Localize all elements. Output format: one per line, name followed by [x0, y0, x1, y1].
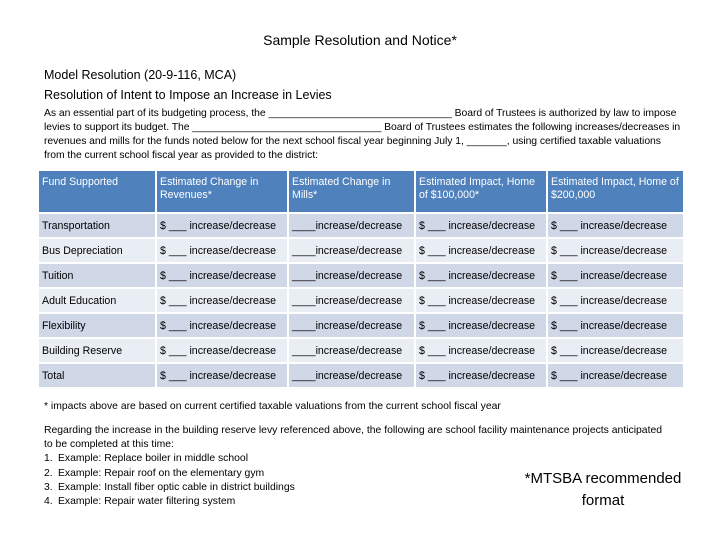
- list-number: 3.: [44, 481, 53, 493]
- mills-cell: ____increase/decrease: [288, 213, 415, 238]
- revenues-cell: $ ___ increase/decrease: [156, 213, 288, 238]
- table-row: [38, 338, 684, 363]
- mills-cell: ____increase/decrease: [288, 238, 415, 263]
- mills-cell: ____increase/decrease: [288, 288, 415, 313]
- mills-cell: ____increase/decrease: [288, 263, 415, 288]
- table-row: [38, 313, 684, 338]
- table-row: [38, 238, 684, 263]
- impact-100k-cell: $ ___ increase/decrease: [415, 288, 547, 313]
- model-resolution-heading: Model Resolution (20-9-116, MCA): [44, 68, 237, 82]
- impacts-footnote: * impacts above are based on current certified taxable valuations from the current school fiscal year: [44, 401, 501, 412]
- table-row: [38, 263, 684, 288]
- fund-cell: Building Reserve: [38, 338, 156, 363]
- fund-cell: Transportation: [38, 213, 156, 238]
- mills-cell: ____increase/decrease: [288, 363, 415, 388]
- table-row: [38, 288, 684, 313]
- header-change-mills: Estimated Change in Mills*: [288, 170, 415, 213]
- impact-100k-cell: $ ___ increase/decrease: [415, 263, 547, 288]
- table-row: [38, 363, 684, 388]
- document-title: Sample Resolution and Notice*: [263, 32, 457, 48]
- table-header-row: [38, 170, 684, 213]
- list-text: Example: Replace boiler in middle school: [58, 453, 249, 465]
- intro-paragraph: As an essential part of its budgeting process, the ________________________________ Board of Trustees is authorized by law to impose levies to support its budget. The _________________________________ Board of Trustees estimates the following increases/decreases in revenues and mills for the funds noted below for the next school fiscal year beginning July 1, _______, using certified taxable valuations from the current school fiscal year as provided to the district:: [44, 108, 681, 161]
- list-number: 4.: [44, 496, 53, 508]
- list-text: Example: Repair water filtering system: [58, 496, 236, 508]
- mtsba-format-note: *MTSBA recommended format: [524, 470, 682, 509]
- fund-cell: Bus Depreciation: [38, 238, 156, 263]
- levy-table: [38, 170, 684, 388]
- list-text: Example: Install fiber optic cable in district buildings: [58, 481, 295, 493]
- fund-cell: Adult Education: [38, 288, 156, 313]
- impact-200k-cell: $ ___ increase/decrease: [547, 288, 684, 313]
- revenues-cell: $ ___ increase/decrease: [156, 238, 288, 263]
- impact-200k-cell: $ ___ increase/decrease: [547, 313, 684, 338]
- projects-intro: Regarding the increase in the building reserve levy referenced above, the following are school facility maintenance projects anticipated to be completed at this time:: [44, 425, 663, 451]
- impact-200k-cell: $ ___ increase/decrease: [547, 363, 684, 388]
- header-impact-100k: Estimated Impact, Home of $100,000*: [415, 170, 547, 213]
- impact-200k-cell: $ ___ increase/decrease: [547, 263, 684, 288]
- revenues-cell: $ ___ increase/decrease: [156, 263, 288, 288]
- header-change-revenues: Estimated Change in Revenues*: [156, 170, 288, 213]
- impact-100k-cell: $ ___ increase/decrease: [415, 338, 547, 363]
- header-fund-supported: Fund Supported: [38, 170, 156, 213]
- list-number: 1.: [44, 453, 53, 465]
- mills-cell: ____increase/decrease: [288, 313, 415, 338]
- revenues-cell: $ ___ increase/decrease: [156, 363, 288, 388]
- resolution-intent-heading: Resolution of Intent to Impose an Increase in Levies: [44, 88, 332, 102]
- impact-100k-cell: $ ___ increase/decrease: [415, 238, 547, 263]
- mills-cell: ____increase/decrease: [288, 338, 415, 363]
- revenues-cell: $ ___ increase/decrease: [156, 313, 288, 338]
- impact-200k-cell: $ ___ increase/decrease: [547, 238, 684, 263]
- impact-100k-cell: $ ___ increase/decrease: [415, 213, 547, 238]
- revenues-cell: $ ___ increase/decrease: [156, 288, 288, 313]
- table-row: [38, 213, 684, 238]
- fund-cell: Total: [38, 363, 156, 388]
- list-number: 2.: [44, 467, 53, 479]
- fund-cell: Flexibility: [38, 313, 156, 338]
- impact-100k-cell: $ ___ increase/decrease: [415, 313, 547, 338]
- fund-cell: Tuition: [38, 263, 156, 288]
- impact-200k-cell: $ ___ increase/decrease: [547, 213, 684, 238]
- list-text: Example: Repair roof on the elementary gym: [58, 467, 265, 479]
- revenues-cell: $ ___ increase/decrease: [156, 338, 288, 363]
- impact-100k-cell: $ ___ increase/decrease: [415, 363, 547, 388]
- header-impact-200k: Estimated Impact, Home of $200,000: [547, 170, 684, 213]
- impact-200k-cell: $ ___ increase/decrease: [547, 338, 684, 363]
- list-item: [44, 452, 664, 466]
